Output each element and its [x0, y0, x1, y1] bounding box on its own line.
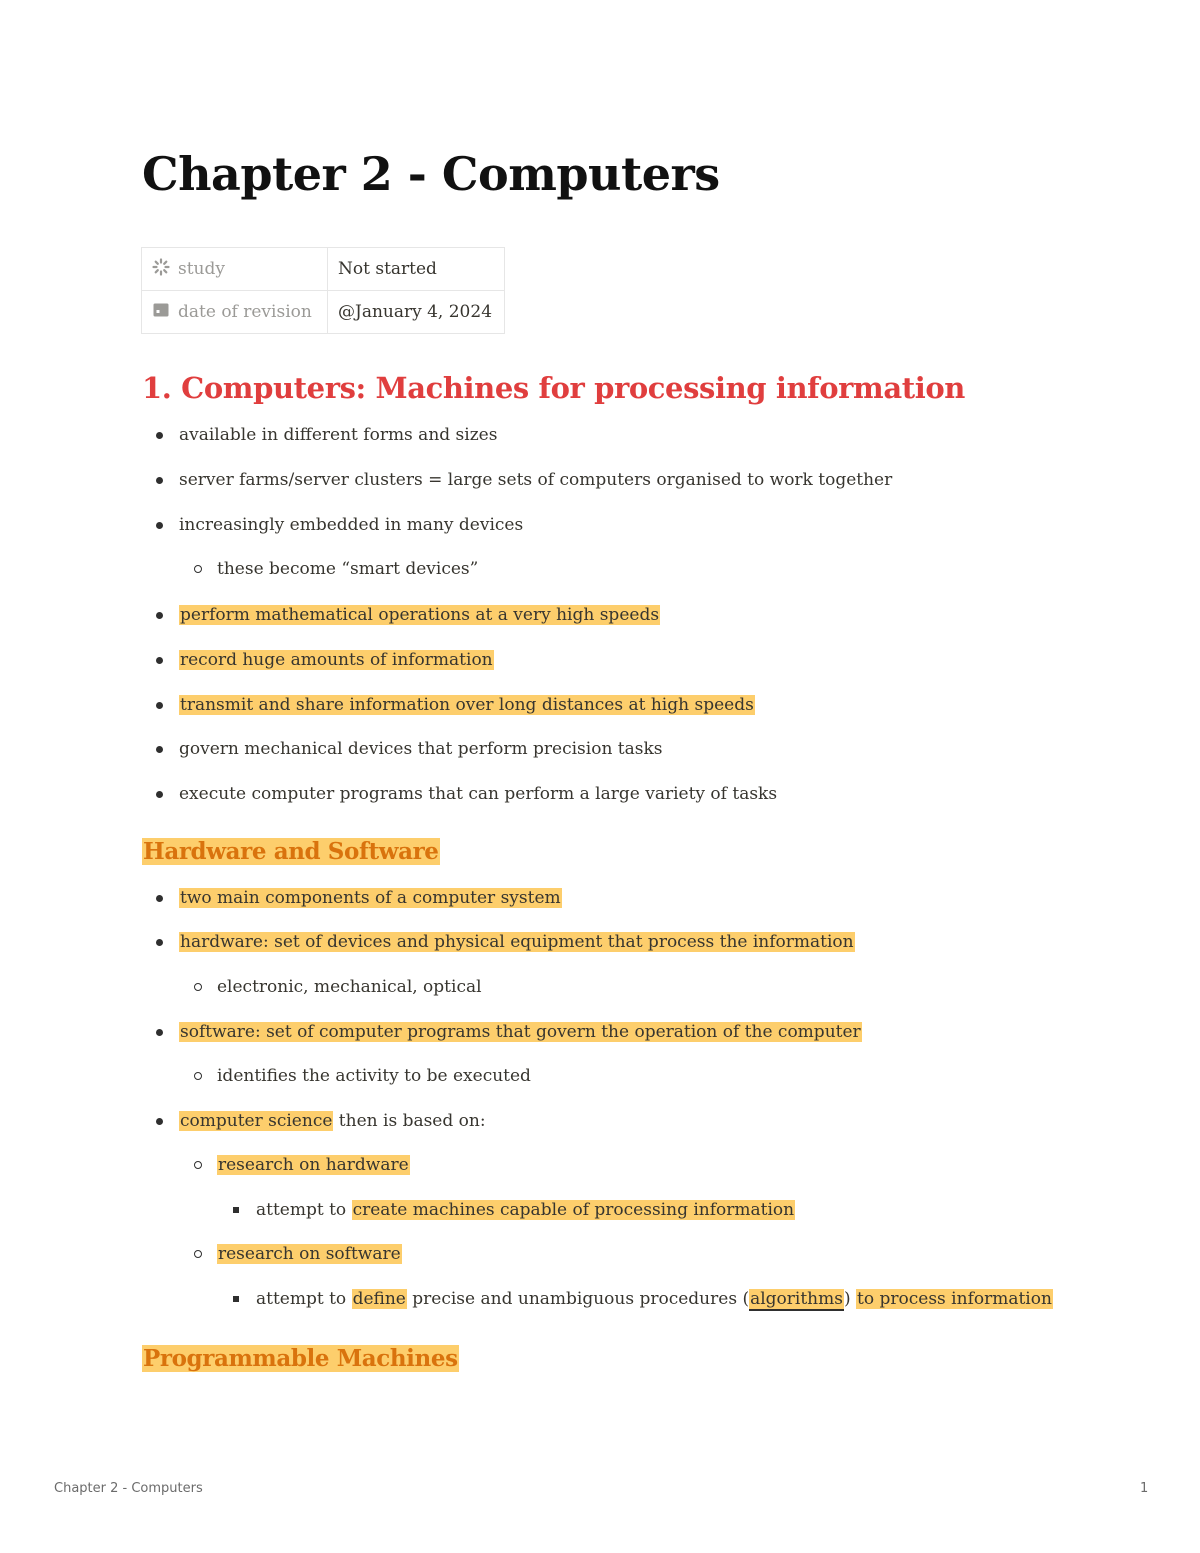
bullet-icon — [156, 1029, 163, 1036]
page-title: Chapter 2 - Computers — [142, 147, 720, 201]
list-item: identifies the activity to be executed — [217, 1063, 531, 1089]
list-item — [179, 1019, 862, 1045]
section-heading: Programmable Machines — [143, 1345, 458, 1372]
section-heading: 1. Computers: Machines for processing information — [142, 371, 965, 405]
bullet-icon — [156, 612, 163, 619]
highlighted-text: perform mathematical operations at a very high speeds — [180, 605, 660, 625]
list-item — [217, 1241, 402, 1267]
bullet-icon — [194, 1072, 202, 1080]
bullet-icon — [194, 565, 202, 573]
property-row-study — [142, 248, 505, 291]
list-item: attempt to define precise and unambiguous procedures (algorithms) to process information — [256, 1286, 1053, 1312]
list-item: increasingly embedded in many devices — [179, 512, 523, 538]
bullet-icon — [194, 1161, 202, 1169]
highlighted-text: record huge amounts of information — [180, 650, 493, 670]
underlined-term: algorithms — [750, 1289, 843, 1309]
list-item: govern mechanical devices that perform precision tasks — [179, 736, 663, 762]
page-number: 1 — [1140, 1481, 1149, 1496]
list-item — [179, 692, 755, 718]
calendar-icon — [152, 301, 170, 324]
bullet-icon — [233, 1207, 239, 1213]
property-name: study — [178, 258, 225, 279]
property-name: date of revision — [178, 301, 312, 322]
footer-title: Chapter 2 - Computers — [54, 1481, 203, 1496]
bullet-icon — [156, 477, 163, 484]
properties-table — [141, 247, 505, 334]
bullet-icon — [156, 522, 163, 529]
list-item — [179, 929, 855, 955]
list-item: execute computer programs that can perform a large variety of tasks — [179, 781, 777, 807]
highlighted-text: define — [352, 1289, 406, 1309]
highlighted-text: create machines capable of processing information — [352, 1200, 795, 1220]
list-item: these become “smart devices” — [217, 556, 478, 582]
bullet-icon — [156, 939, 163, 946]
list-item — [179, 602, 660, 628]
highlighted-text: hardware: set of devices and physical equipment that process the information — [180, 932, 854, 952]
highlighted-text: research on software — [218, 1244, 401, 1264]
bullet-icon — [156, 895, 163, 902]
bullet-icon — [233, 1296, 239, 1302]
highlighted-text: two main components of a computer system — [180, 888, 561, 908]
list-item: attempt to create machines capable of processing information — [256, 1197, 795, 1223]
bullet-icon — [156, 657, 163, 664]
section-heading: Hardware and Software — [143, 838, 439, 865]
bullet-icon — [194, 1250, 202, 1258]
property-value-status[interactable]: Not started — [328, 248, 505, 291]
bullet-icon — [156, 791, 163, 798]
highlighted-text: transmit and share information over long distances at high speeds — [180, 695, 754, 715]
list-item: available in different forms and sizes — [179, 422, 497, 448]
property-name-cell — [142, 248, 328, 291]
list-item: computer science then is based on: — [179, 1108, 486, 1134]
bullet-icon — [194, 983, 202, 991]
highlighted-text: research on hardware — [218, 1155, 409, 1175]
bullet-icon — [156, 432, 163, 439]
list-item: electronic, mechanical, optical — [217, 974, 482, 1000]
list-item — [217, 1152, 410, 1178]
property-row-date — [142, 291, 505, 334]
highlighted-text: software: set of computer programs that govern the operation of the computer — [180, 1022, 861, 1042]
status-icon — [152, 258, 170, 281]
property-name-cell — [142, 291, 328, 334]
bullet-icon — [156, 702, 163, 709]
highlighted-text: to process information — [857, 1289, 1052, 1309]
highlighted-text: computer science — [180, 1111, 333, 1131]
property-value-date[interactable]: @January 4, 2024 — [328, 291, 505, 334]
bullet-icon — [156, 746, 163, 753]
list-item: server farms/server clusters = large sets of computers organised to work together — [179, 467, 892, 493]
list-item — [179, 647, 494, 673]
bullet-icon — [156, 1118, 163, 1125]
list-item — [179, 885, 562, 911]
